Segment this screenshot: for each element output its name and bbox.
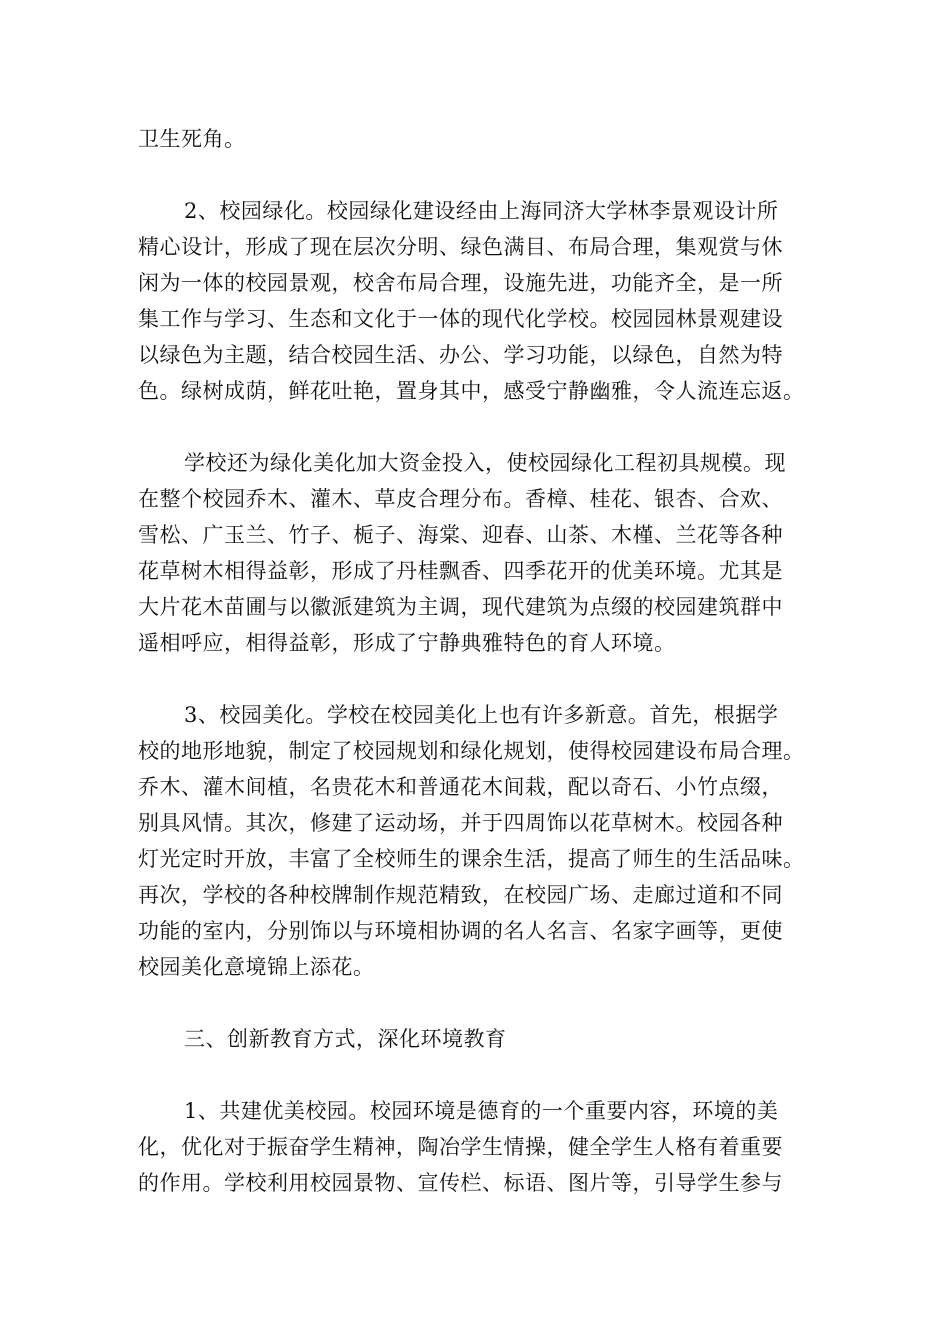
text-line: 3、校园美化。学校在校园美化上也有许多新意。首先，根据学: [184, 703, 779, 727]
text-line: 1、共建优美校园。校园环境是德育的一个重要内容，环境的美: [184, 1099, 779, 1123]
text-line: 再次，学校的各种校牌制作规范精致，在校园广场、走廊过道和不同: [138, 883, 783, 907]
text-line: 学校还为绿化美化加大资金投入，使校园绿化工程初具规模。现: [184, 451, 786, 475]
text-line: 卫生死角。: [138, 127, 246, 151]
text-line: 别具风情。其次，修建了运动场，并于四周饰以花草树木。校园各种: [138, 811, 783, 835]
text-line: 遥相呼应，相得益彰，形成了宁静典雅特色的育人环境。: [138, 631, 676, 655]
text-line: 校的地形地貌，制定了校园规划和绿化规划，使得校园建设布局合理。: [138, 739, 805, 763]
text-line: 集工作与学习、生态和文化于一体的现代化学校。校园园林景观建设: [138, 307, 783, 331]
text-line: 雪松、广玉兰、竹子、栀子、海棠、迎春、山茶、木槿、兰花等各种: [138, 523, 783, 547]
text-line: 在整个校园乔木、灌木、草皮合理分布。香樟、桂花、银杏、合欢、: [138, 487, 783, 511]
text-line: 以绿色为主题，结合校园生活、办公、学习功能，以绿色，自然为特: [138, 343, 783, 367]
text-line: 的作用。学校利用校园景物、宣传栏、标语、图片等，引导学生参与: [138, 1171, 783, 1195]
text-line: 化，优化对于振奋学生精神，陶冶学生情操，健全学生人格有着重要: [138, 1135, 783, 1159]
text-line: 色。绿树成荫，鲜花吐艳，置身其中，感受宁静幽雅，令人流连忘返。: [138, 379, 805, 403]
section-heading: 三、创新教育方式，深化环境教育: [184, 1027, 507, 1051]
text-line: 乔木、灌木间植，名贵花木和普通花木间栽，配以奇石、小竹点缀，: [138, 775, 783, 799]
text-line: 大片花木苗圃与以徽派建筑为主调，现代建筑为点缀的校园建筑群中: [138, 595, 783, 619]
text-line: 闲为一体的校园景观，校舍布局合理，设施先进，功能齐全，是一所: [138, 271, 783, 295]
text-line: 功能的室内，分别饰以与环境相协调的名人名言、名家字画等，更使: [138, 919, 783, 943]
text-line: 校园美化意境锦上添花。: [138, 955, 375, 979]
text-line: 花草树木相得益彰，形成了丹桂飘香、四季花开的优美环境。尤其是: [138, 559, 783, 583]
text-line: 精心设计，形成了现在层次分明、绿色满目、布局合理，集观赏与休: [138, 235, 783, 259]
text-line: 2、校园绿化。校园绿化建设经由上海同济大学林李景观设计所: [184, 199, 779, 223]
text-line: 灯光定时开放，丰富了全校师生的课余生活，提高了师生的生活品味。: [138, 847, 805, 871]
